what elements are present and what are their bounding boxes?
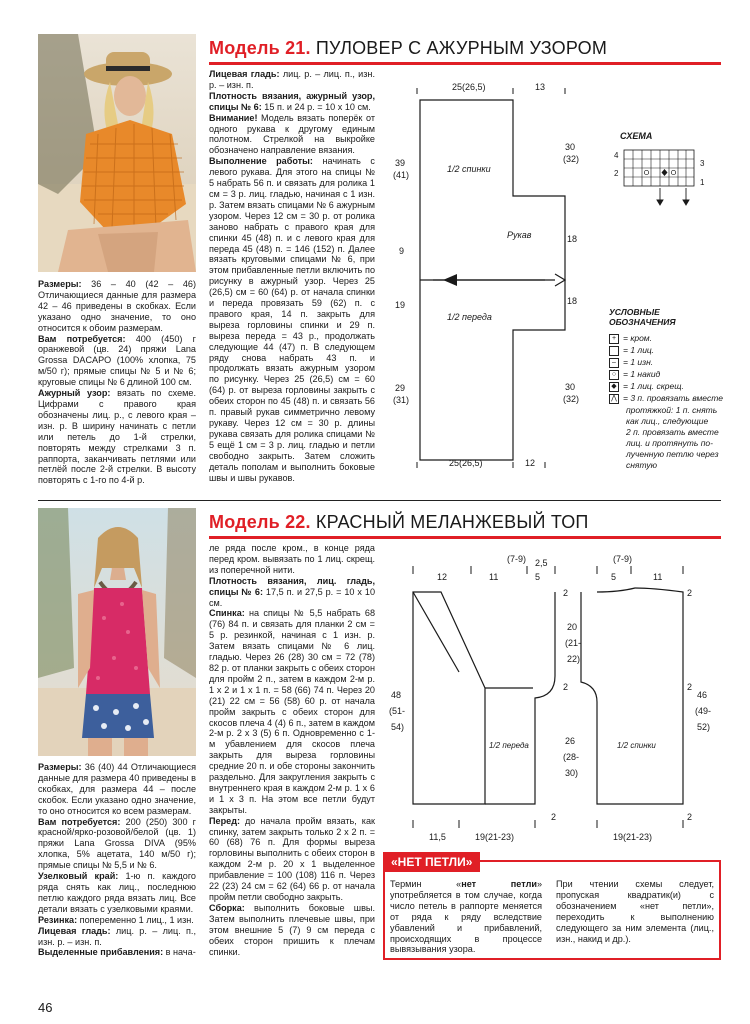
scheme-row-2: 2 (614, 169, 619, 178)
m22-left-54: 54) (391, 722, 405, 732)
section-divider (38, 500, 721, 501)
no-stitch-left: Термин «нет петли» употребляется в том случае, когда число петель в раппорте меняется от ряда к ряду вследствие убавлений и прибавлений, происходящих в процессе вывязывания узора. (390, 879, 542, 955)
scheme-row-4: 4 (614, 151, 619, 160)
woman-in-hat-photo-icon (38, 34, 196, 272)
m22-bottom-115: 11,5 (429, 832, 446, 842)
model21-instructions: Выполнение работы: начинать с левого рукава. Для этого на спицы № 5 набрать 56 п. и связать для ролика 1 см = 3 р. лиц. гладью, начиная с 1 изн. р. Затем вязать спицами № 6 ажурным узором. Через 12 см = 30 р. от ролика заново набрать с правого края для спинки 45 (48) п. и с левого края для переда 45 (48) п. = 146 (152) п. Далее вязать круговыми спицами № 6, при этом прибавленные петли включить по рисунку в ажурный узор. Через 25 (26,5) см = 60 (64) р. от начала спинки и переда провязать 59 (62) п. с правого края, 14 п. закрыть для выреза горловины спинки и 29 п. выреза переда = 43 р., продолжать следующие 44 (47) п. В следующем ряду снова набрать 43 п. и продолжать вязать ажурным узором по рисунку. Через 25 (26,5) см = 60 (64) р. от выреза горловины закрыть с обеих сторон по 45 (48) п. и связать 56 п. правый рукав симметрично левому рукаву. Через 12 см = 30 р. длины рукава связать для ролика спицами № 5 ещё 1 см = 3 р. лиц. гладью и петли свободно закрыть. Затем сложить деталь пополам и выполнить боковые швы и швы рукавов. (209, 156, 375, 483)
edge-stitch-icon: + (609, 334, 619, 344)
m22-side-26: 26 (565, 736, 576, 746)
m22-two-e: 2 (551, 812, 557, 822)
m21-back-label: 1/2 спинки (447, 164, 491, 174)
no-stitch-box-title: «НЕТ ПЕТЛИ» (383, 852, 480, 872)
m22-front-label: 1/2 переда (489, 741, 529, 750)
model22-headline (209, 512, 589, 533)
legend-item-knit: = 1 лиц. (609, 345, 654, 356)
m22-two-c: 2 (563, 682, 569, 692)
m21-left-dim-1a: 39 (395, 158, 406, 168)
m21-left-dim-4b: (31) (393, 395, 410, 405)
m21-bottom-width: 25(26,5) (449, 458, 483, 468)
model22-edge: Узелковый край: 1-ю п. каждого ряда снять как лиц., последнюю петлю каждого ряда вязать лиц. Все детали вязать с узелковыми краями. (38, 871, 196, 914)
m22-left-51: (51- (389, 706, 406, 716)
model21-left-text (38, 279, 196, 486)
model22-increases-cont: ле ряда после кром., в конце ряда перед кром. вывязать по 1 лиц. скрещ. из поперечной нити. (209, 543, 375, 575)
model22-number: Модель 22. (209, 512, 311, 532)
model21-rule (209, 62, 721, 65)
m22-back-label: 1/2 спинки (617, 741, 656, 750)
m22-right-49: (49- (695, 706, 712, 716)
m21-right-dim-3: 18 (567, 296, 578, 306)
m21-front-label: 1/2 переда (447, 312, 492, 322)
m22-side-30: 30) (565, 768, 579, 778)
legend-item-crossed: ◆ = 1 лиц. скрещ. (609, 381, 684, 392)
m21-right-dim-1a: 30 (565, 142, 576, 152)
model22-back: Спинка: на спицы № 5,5 набрать 68 (76) 84 п. и связать для планки 2 см = 5 р. резинкой, начиная с 1 изн. р. Затем вязать спицами № 6 лиц. гладью. Через 26 (28) 30 см = 72 (78) 82 р. от планки закрыть с обеих сторон для пройм 2 п., затем в каждом 2-м р. 1 х 2 и 1 х 1 п. = 58 (66) 74 п. Через 20 (21) 22 см = 56 (58) 60 р. от начала пройм закрыть с обеих сторон для скосов плеча 4 (4) 6 п., затем в каждом 2-м р. 2 х 3 (5) 6 п. Одновременно с 1-м убавлением для скосов плеча закрыть для выреза горловины средние 20 п. и обе стороны закончить раздельно. Для закругления закрыть с внутреннего края в каждом 2-м р. 1 х 6 и 1 х 3 п. На этом все петли будут закрыты. (209, 608, 375, 815)
woman-in-red-top-photo-icon (38, 508, 196, 756)
m22-bottom-front: 19(21-23) (475, 832, 515, 842)
purl-stitch-icon: – (609, 358, 619, 368)
model21-legend-title: УСЛОВНЫЕ ОБОЗНАЧЕНИЯ (609, 307, 676, 327)
m21-top-width: 25(26,5) (452, 82, 486, 92)
m22-back-top-5: 5 (611, 572, 617, 582)
model21-photo (38, 34, 196, 272)
model22-pattern (385, 548, 725, 848)
legend-item-edge: + = кром. (609, 333, 652, 344)
m22-left-48: 48 (391, 690, 402, 700)
model21-openwork: Ажурный узор: вязать по схеме. Цифрами с правого края обозначены лиц. р., с левого края – изн. р. В ширину начинать с петли или петель до 1-й стрелки, повторять между стрелками 3 п. раппорта, заканчивать петлями или петлёй после 2-й стрелки. В высоту повторять с 1-го по 4-й р. (38, 388, 196, 486)
m22-top-25: 2,5 (535, 558, 548, 568)
m22-two-b: 2 (687, 588, 693, 598)
m22-top-5: 5 (535, 572, 541, 582)
m21-right-dim-4b: (32) (563, 394, 580, 404)
no-stitch-right: При чтении схемы следует, пропуская квадратик(и) с обозначением «нет петли», переходить к выполнению следующего за ним элемента (лиц., изн., накид и др.). (556, 879, 714, 944)
m21-right-dim-1b: (32) (563, 154, 580, 164)
m21-left-dim-3: 19 (395, 300, 406, 310)
page-number: 46 (38, 1000, 53, 1015)
m21-right-dim-4a: 30 (565, 382, 576, 392)
model21-title: ПУЛОВЕР С АЖУРНЫМ УЗОРОМ (315, 38, 608, 58)
model22-title: КРАСНЫЙ МЕЛАНЖЕВЫЙ ТОП (315, 512, 589, 532)
m21-right-dim-2: 18 (567, 234, 578, 244)
model22-increases: Выделенные прибавления: в нача- (38, 947, 196, 958)
m22-right-46: 46 (697, 690, 708, 700)
scheme-row-1: 1 (700, 178, 705, 187)
legend-item-purl: – = 1 изн. (609, 357, 653, 368)
m21-left-dim-4a: 29 (395, 383, 406, 393)
m22-top-12: 12 (437, 572, 448, 582)
model22-mid-text (209, 543, 375, 957)
m22-arm-21: (21- (565, 638, 582, 648)
m22-side-28: (28- (563, 752, 580, 762)
m22-bottom-back: 19(21-23) (613, 832, 653, 842)
model21-materials: Вам потребуется: 400 (450) г оранжевой (цв. 24) пряжи Lana Grossa DACAPO (100% хлопка, 75 м/50 г); прямые спицы № 5 и № 6; круговые спицы № 6 длиной 100 см. (38, 333, 196, 388)
crossed-knit-icon: ◆ (609, 382, 619, 392)
model22-materials: Вам потребуется: 200 (250) 300 г красной/ярко-розовой/белой (цв. 1) пряжи Lana Grossa DIVA (95% хлопка, 5% ацетата, 140 м/50 г); прямые спицы № 5,5 и № 6. (38, 816, 197, 871)
m22-arm-22: 22) (567, 654, 581, 664)
model22-rule (209, 536, 721, 539)
m21-left-dim-1b: (41) (393, 170, 410, 180)
model21-sizes: Размеры: 36 – 40 (42 – 46) Отличающиеся данные для размера 42 – 46 приведены в скобках. Если указано одно значение, то оно относится к обоим размерам. (38, 279, 196, 333)
m22-two-f: 2 (687, 812, 693, 822)
model22-sizes: Размеры: 36 (40) 44 Отличающиеся данные для размера 40 приведены в скобках, для размера 44 – после скобок. Если указано одно значение, то оно относится ко всем размерам. (38, 762, 196, 816)
m22-arm-20: 20 (567, 622, 578, 632)
m21-top-sleeve: 13 (535, 82, 546, 92)
decrease-icon: ⋀ (609, 394, 619, 404)
model22-stockinette: Лицевая гладь: лиц. р. – лиц. п., изн. р. – изн. п. (38, 925, 196, 947)
model21-gauge: Плотность вязания, ажурный узор, спицы № 6: 15 п. и 24 р. = 10 х 10 см. (209, 90, 375, 112)
model22-photo (38, 508, 196, 756)
model21-stockinette: Лицевая гладь: лиц. р. – лиц. п., изн. р. – изн. п. (209, 69, 375, 90)
m22-right-52: 52) (697, 722, 711, 732)
m21-bottom-right: 12 (525, 458, 536, 468)
model21-scheme-title: СХЕМА (620, 131, 653, 141)
m22-back-top-79: (7-9) (613, 554, 633, 564)
model21-mid-text (209, 69, 375, 483)
m22-back-top-11: 11 (653, 572, 663, 582)
model21-scheme-grid (612, 144, 712, 214)
model21-number: Модель 21. (209, 38, 311, 58)
m21-sleeve-label: Рукав (507, 230, 532, 240)
legend-item-decrease: ⋀ = 3 п. провязать вместе (609, 393, 723, 404)
model21-headline (209, 38, 607, 59)
model22-assembly: Сборка: выполнить боковые швы. Затем выполнить плечевые швы, при этом внешние 5 (7) 9 см переда с обеих сторон пришить к плечам спинки. (209, 902, 375, 957)
model22-gauge: Плотность вязания, лиц. гладь, спицы № 6: 17,5 п. и 27,5 р. = 10 х 10 см. (209, 575, 375, 608)
m22-top-79: (7-9) (507, 554, 527, 564)
m22-two-d: 2 (687, 682, 693, 692)
knit-stitch-icon (609, 346, 619, 356)
model21-pattern (385, 76, 585, 476)
model22-left-text (38, 762, 196, 958)
model22-rib: Резинка: попеременно 1 лиц., 1 изн. (38, 914, 194, 925)
model21-attention: Внимание! Модель вязать поперёк от одного рукава к другому единым полотном. Стрелкой на выкройке обозначено направление вязания. (209, 112, 375, 156)
scheme-row-3: 3 (700, 159, 705, 168)
m21-left-dim-2: 9 (399, 246, 405, 256)
m22-two-a: 2 (563, 588, 569, 598)
legend-item-yarnover: ○ = 1 накид (609, 369, 660, 380)
m22-top-11: 11 (489, 572, 499, 582)
yarn-over-icon: ○ (609, 370, 619, 380)
model22-front: Перед: до начала пройм вязать, как спинку, затем закрыть только 2 х 2 п. = 60 (68) 76 п. Для формы выреза горловины выполнить с обеих сторон в каждом 2-м р. 20 х 1 выделенное прибавление = 100 (108) 116 п. Через 22 (23) 24 см = 62 (64) 66 р. от начала пройм петли свободно закрыть. (209, 815, 375, 902)
legend-decrease-explain: протяжкой: 1 п. снять как лиц., следующие 2 п. провязать вместе лиц. и протянуть по- лученную петлю через снятую (626, 405, 719, 470)
